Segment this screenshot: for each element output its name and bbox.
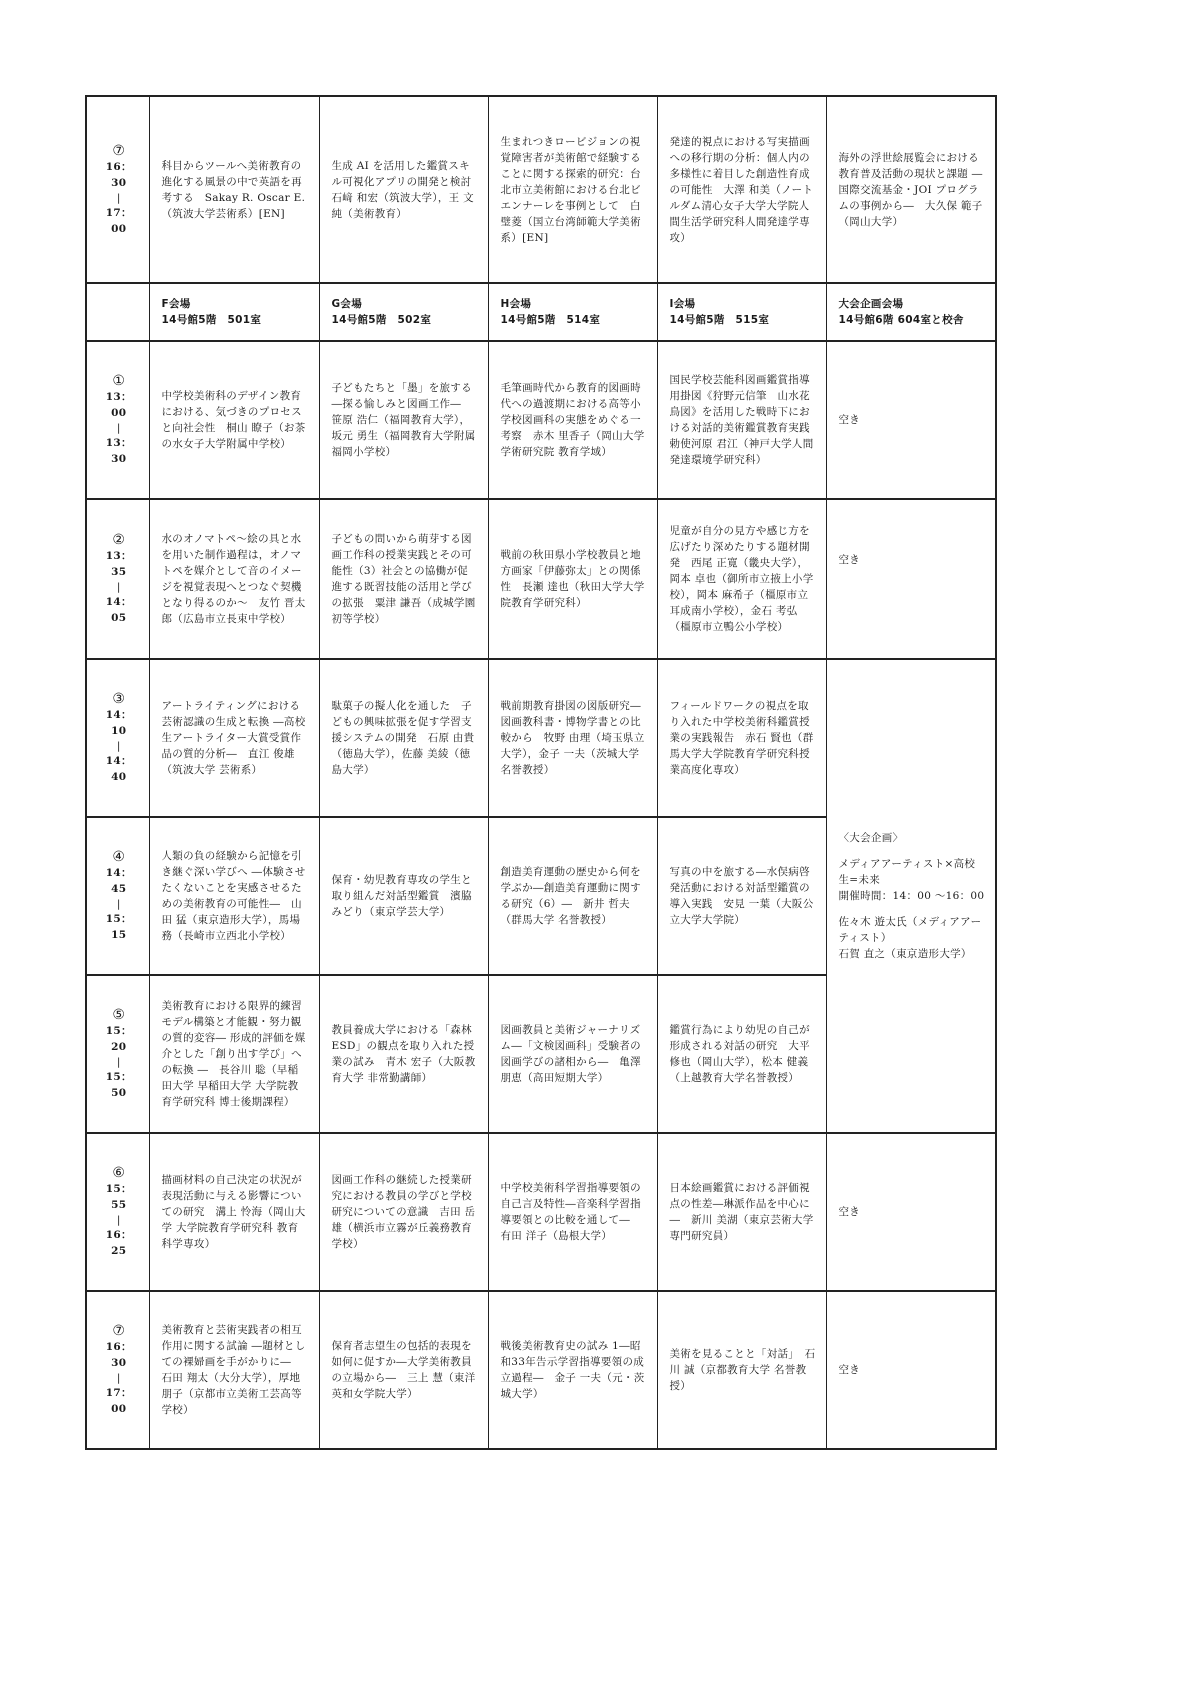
presentation-cell-f: 中学校美術科のデザイン教育における、気づきのプロセスと向社会性 桐山 瞭子（お茶の水女子大学附属中学校） bbox=[149, 341, 319, 499]
session-row-6 bbox=[86, 1133, 996, 1291]
top-block-row bbox=[86, 96, 996, 283]
special-event-title: メディアアーティスト×高校生=未来 bbox=[838, 858, 976, 886]
presentation-cell-f: 美術教育と芸術実践者の相互作用に関する試論 ―題材としての裸婦画を手がかりに― 石田 翔太（大分大学），厚地 朋子（京都市立美術工芸高等学校） bbox=[149, 1291, 319, 1449]
venue-name: H会場 bbox=[500, 298, 532, 310]
end-time: 15：15 bbox=[105, 913, 132, 941]
session-number: ③ bbox=[112, 691, 126, 707]
session-number: ⑦ bbox=[112, 1323, 126, 1339]
schedule-sheet bbox=[85, 95, 995, 1450]
end-time: 17：00 bbox=[105, 1387, 132, 1415]
end-time: 17：00 bbox=[105, 206, 132, 235]
presentation-cell: 発達的視点における写実描画への移行期の分析：個人内の多様性に着目した創造性育成の可能性 大澤 和美（ノートルダム清心女子大学大学院人間生活学研究科人間発達学専攻） bbox=[657, 96, 826, 283]
venue-room: 14号館6階 604室と校舎 bbox=[838, 314, 964, 326]
session-number: ⑤ bbox=[112, 1007, 126, 1023]
presentation-cell-h: 中学校美術科学習指導要領の自己言及特性―音楽科学習指導要領との比較を通して― 有田 洋子（島根大学） bbox=[488, 1133, 657, 1291]
presentation-cell-g: 図画工作科の継続した授業研究における教員の学びと学校研究についての意識 吉田 岳雄（横浜市立霧が丘義務教育学校） bbox=[319, 1133, 488, 1291]
time-divider: | bbox=[116, 191, 121, 204]
presentation-cell-i: 写真の中を旅する―水俣病啓発活動における対話型鑑賞の導入実践 安見 一葉（大阪公立大学大学院） bbox=[657, 817, 826, 975]
special-cell-empty: 空き bbox=[826, 499, 996, 659]
presentation-cell-g: 子どもたちと「墨」を旅する―探る愉しみと図画工作― 笹原 浩仁（福岡教育大学），坂元 勇生（福岡教育大学附属福岡小学校） bbox=[319, 341, 488, 499]
presentation-cell-f: アートライティングにおける芸術認識の生成と転換 ―高校生アートライター大賞受賞作品の質的分析― 直江 俊雄（筑波大学 芸術系） bbox=[149, 659, 319, 817]
time-slot bbox=[86, 975, 149, 1133]
presentation-cell-h: 戦後美術教育史の試み 1―昭和33年告示学習指導要領の成立過程― 金子 一夫（元・茨城大学） bbox=[488, 1291, 657, 1449]
end-time: 14：40 bbox=[105, 755, 132, 783]
venue-header-g bbox=[319, 283, 488, 341]
presentation-cell: 生まれつきロービジョンの視覚障害者が美術館で経験することに関する探索的研究：台北市立美術館における台北ビエンナーレを事例として 白璧菱（国立台湾師範大学美術系）[EN] bbox=[488, 96, 657, 283]
session-row-1 bbox=[86, 341, 996, 499]
presentation-cell-i: フィールドワークの視点を取り入れた中学校美術科鑑賞授業の実践報告 赤石 賢也（群馬大学大学院教育学研究科授業高度化専攻） bbox=[657, 659, 826, 817]
venue-header-i bbox=[657, 283, 826, 341]
presentation-cell-g: 教員養成大学における「森林ESD」の観点を取り入れた授業の試み 青木 宏子（大阪教育大学 非常勤講師） bbox=[319, 975, 488, 1133]
presentation-cell-i: 美術を見ることと「対話」 石川 誠（京都教育大学 名誉教授） bbox=[657, 1291, 826, 1449]
time-divider: | bbox=[116, 740, 121, 752]
special-event-speaker: 石賀 直之（東京造形大学） bbox=[838, 948, 972, 960]
venue-name: G会場 bbox=[331, 298, 363, 310]
start-time: 14：45 bbox=[105, 867, 132, 895]
special-event-hours: 開催時間：14：00 ～16：00 bbox=[838, 890, 985, 902]
time-divider: | bbox=[116, 898, 121, 910]
venue-room: 14号館5階 515室 bbox=[669, 314, 770, 326]
presentation-cell-f: 美術教育における限界的練習モデル構築と才能観・努力観の質的変容― 形成的評価を媒介とした「創り出す学び」への転換 ― 長谷川 聡（早稲田大学 早稲田大学 大学院教育学研究科 博士後期課程） bbox=[149, 975, 319, 1133]
special-event-cell bbox=[826, 659, 996, 1133]
presentation-cell-f: 人類の負の経験から記憶を引き継ぐ深い学びへ ―体験させたくないことを実感させるための美術教育の可能性― 山田 猛（東京造形大学），馬場 務（長崎市立西北小学校） bbox=[149, 817, 319, 975]
time-divider: | bbox=[116, 581, 121, 593]
session-number: ④ bbox=[112, 849, 126, 865]
start-time: 16：30 bbox=[105, 1341, 132, 1369]
session-row-2 bbox=[86, 499, 996, 659]
time-slot bbox=[86, 817, 149, 975]
venue-header-h bbox=[488, 283, 657, 341]
venue-name: F会場 bbox=[161, 298, 191, 310]
session-number: ⑥ bbox=[112, 1165, 126, 1181]
presentation-cell-f: 水のオノマトペ～絵の具と水を用いた制作過程は，オノマトペを媒介として音のイメージを視覚表現へとつなぐ契機となり得るのか～ 友竹 晋太郎（広島市立長束中学校） bbox=[149, 499, 319, 659]
time-divider: | bbox=[116, 1056, 121, 1068]
time-divider: | bbox=[116, 422, 121, 434]
time-slot bbox=[86, 659, 149, 817]
session-number: ⑦ bbox=[112, 142, 126, 159]
venue-header-special bbox=[826, 283, 996, 341]
end-time: 16：25 bbox=[105, 1229, 132, 1257]
start-time: 14：10 bbox=[105, 709, 132, 737]
presentation-cell: 海外の浮世絵展覧会における教育普及活動の現状と課題 ―国際交流基金・JOI プログラムの事例から― 大久保 範子（岡山大学） bbox=[826, 96, 996, 283]
presentation-cell-h: 戦前の秋田県小学校教員と地方画家「伊藤弥太」との関係性 長瀬 達也（秋田大学大学院教育学研究科） bbox=[488, 499, 657, 659]
venue-room: 14号館5階 514室 bbox=[500, 314, 601, 326]
venue-name: 大会企画会場 bbox=[838, 298, 904, 310]
session-row-3 bbox=[86, 659, 996, 817]
venue-header-f bbox=[149, 283, 319, 341]
time-divider: | bbox=[116, 1214, 121, 1226]
presentation-cell: 生成 AI を活用した鑑賞スキル可視化アプリの開発と検討 石﨑 和宏（筑波大学），王 文純（美術教育） bbox=[319, 96, 488, 283]
presentation-cell-i: 鑑賞行為により幼児の自己が形成される対話の研究 大平 修也（岡山大学），松本 健義（上越教育大学名誉教授） bbox=[657, 975, 826, 1133]
start-time: 13：00 bbox=[105, 391, 132, 419]
session-number: ① bbox=[112, 373, 126, 389]
presentation-cell-g: 子どもの問いから萌芽する図画工作科の授業実践とその可能性（3）社会との協働が促進する既習技能の活用と学びの拡張 粟津 謙吾（成城学園初等学校） bbox=[319, 499, 488, 659]
venue-name: I会場 bbox=[669, 298, 696, 310]
session-row-7 bbox=[86, 1291, 996, 1449]
time-divider: | bbox=[116, 1372, 121, 1384]
presentation-cell-f: 描画材料の自己決定の状況が表現活動に与える影響についての研究 溝上 怜海（岡山大学 大学院教育学研究科 教育科学専攻） bbox=[149, 1133, 319, 1291]
presentation-cell-i: 日本絵画鑑賞における評価視点の性差―琳派作品を中心に― 新川 美湖（東京芸術大学 専門研究員） bbox=[657, 1133, 826, 1291]
presentation-cell-g: 保育・幼児教育専攻の学生と取り組んだ対話型鑑賞 濱脇 みどり（東京学芸大学） bbox=[319, 817, 488, 975]
start-time: 16：30 bbox=[105, 160, 132, 189]
time-slot bbox=[86, 499, 149, 659]
presentation-cell-h: 図画教員と美術ジャーナリズム―「文検図画科」受験者の図画学びの諸相から― 亀澤朋恵（高田短期大学） bbox=[488, 975, 657, 1133]
schedule-table bbox=[85, 95, 997, 1450]
special-cell-empty: 空き bbox=[826, 341, 996, 499]
venue-header-row bbox=[86, 283, 996, 341]
start-time: 15：20 bbox=[105, 1025, 132, 1053]
time-slot bbox=[86, 341, 149, 499]
time-slot bbox=[86, 1291, 149, 1449]
session-number: ② bbox=[112, 532, 126, 548]
start-time: 15：55 bbox=[105, 1183, 132, 1211]
presentation-cell-g: 駄菓子の擬人化を通した 子どもの興味拡張を促す学習支援システムの開発 石原 由貴（徳島大学），佐藤 美綾（徳島大学） bbox=[319, 659, 488, 817]
venue-room: 14号館5階 502室 bbox=[331, 314, 432, 326]
presentation-cell-g: 保育者志望生の包括的表現を如何に促すか―大学美術教員の立場から― 三上 慧（東洋英和女学院大学） bbox=[319, 1291, 488, 1449]
presentation-cell: 科目からツールへ美術教育の進化する風景の中で英語を再考する Sakay R. Oscar E.（筑波大学芸術系）[EN] bbox=[149, 96, 319, 283]
special-event-speaker: 佐々木 遊太氏（メディアアーティスト） bbox=[838, 916, 982, 944]
venue-room: 14号館5階 501室 bbox=[161, 314, 262, 326]
presentation-cell-i: 児童が自分の見方や感じ方を広げたり深めたりする題材開発 西尾 正寛（畿央大学），岡本 卓也（御所市立掖上小学校），岡本 麻希子（橿原市立耳成南小学校），金石 考弘（橿原市立鴨公小学校） bbox=[657, 499, 826, 659]
special-cell-empty: 空き bbox=[826, 1133, 996, 1291]
end-time: 14：05 bbox=[105, 596, 132, 624]
end-time: 15：50 bbox=[105, 1071, 132, 1099]
start-time: 13：35 bbox=[105, 550, 132, 578]
time-slot bbox=[86, 96, 149, 283]
special-event-label: 〈大会企画〉 bbox=[838, 832, 904, 844]
time-slot bbox=[86, 1133, 149, 1291]
presentation-cell-h: 戦前期教育掛図の図版研究―図画教科書・博物学書との比較から 牧野 由理（埼玉県立大学），金子 一夫（茨城大学名誉教授） bbox=[488, 659, 657, 817]
header-blank bbox=[86, 283, 149, 341]
end-time: 13：30 bbox=[105, 437, 132, 465]
special-cell-empty: 空き bbox=[826, 1291, 996, 1449]
presentation-cell-h: 毛筆画時代から教育的図画時代への過渡期における高等小学校図画科の実態をめぐる一考察 赤木 里香子（岡山大学学術研究院 教育学域） bbox=[488, 341, 657, 499]
presentation-cell-h: 創造美育運動の歴史から何を学ぶか―創造美育運動に関する研究（6）― 新井 哲夫（群馬大学 名誉教授） bbox=[488, 817, 657, 975]
presentation-cell-i: 国民学校芸能科図画鑑賞指導用掛図《狩野元信筆 山水花鳥図》を活用した戦時下における対話的美術鑑賞教育実践 勅使河原 君江（神戸大学人間発達環境学研究科） bbox=[657, 341, 826, 499]
